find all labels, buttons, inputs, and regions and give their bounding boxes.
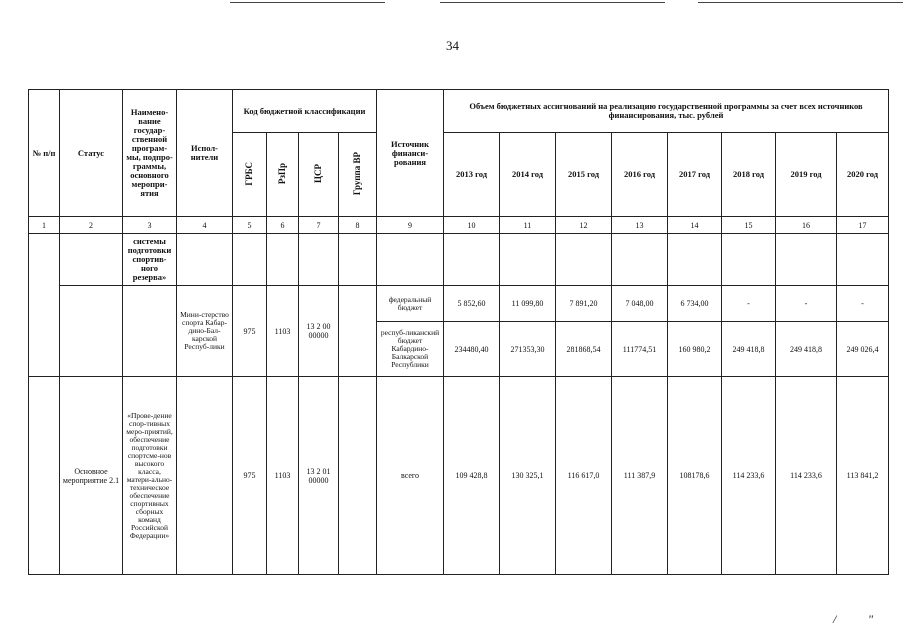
table-row-federal — [29, 286, 889, 322]
cell-value: - — [722, 286, 776, 322]
cell-executor — [177, 377, 233, 575]
cell-value: 111 387,9 — [612, 377, 668, 575]
cell-value: 7 048,00 — [612, 286, 668, 322]
header-volume: Объем бюджетных ассигнований на реализацию государственной программы за счет всех источников финансирования, тыс. рублей — [444, 90, 889, 133]
header-year: 2016 год — [612, 133, 668, 217]
header-year: 2020 год — [837, 133, 889, 217]
header-csr: ЦСР — [299, 133, 339, 217]
margin-mark: / — [833, 612, 837, 626]
cell-source-republic: респуб-ликанский бюджет Кабардино-Балкарской Республики — [377, 322, 444, 377]
header-source: Источник финанси-рования — [377, 90, 444, 217]
col-number: 14 — [668, 217, 722, 234]
header-budget-code: Код бюджетной классификации — [233, 90, 377, 133]
cell-vr — [339, 377, 377, 575]
col-number: 4 — [177, 217, 233, 234]
table-row-continuation — [29, 234, 889, 286]
cell-source-total: всего — [377, 377, 444, 575]
cell-csr: 13 2 01 00000 — [299, 377, 339, 575]
col-number: 16 — [776, 217, 837, 234]
header-year: 2015 год — [556, 133, 612, 217]
cell-value: 160 980,2 — [668, 322, 722, 377]
budget-table — [28, 89, 889, 575]
col-number: 1 — [29, 217, 60, 234]
col-number: 17 — [837, 217, 889, 234]
cell-name — [123, 286, 177, 377]
header-name: Наимено-вание государ-ственной програм-мы, подпро-граммы, основного меропри-ятия — [123, 90, 177, 217]
header-year: 2019 год — [776, 133, 837, 217]
cell-status — [60, 234, 123, 286]
cell-num — [29, 234, 60, 377]
col-number: 9 — [377, 217, 444, 234]
cell-value: 114 233,6 — [776, 377, 837, 575]
header-executors: Испол-нители — [177, 90, 233, 217]
header-num: № п/п — [29, 90, 60, 217]
cell-value: - — [776, 286, 837, 322]
cell-value: 249 418,8 — [722, 322, 776, 377]
cell-value: 130 325,1 — [500, 377, 556, 575]
cell-vr — [339, 286, 377, 377]
cell-value: 108178,6 — [668, 377, 722, 575]
col-number: 2 — [60, 217, 123, 234]
header-vr: Группа ВР — [339, 133, 377, 217]
header-grbs: ГРБС — [233, 133, 267, 217]
cell-rzpr: 1103 — [267, 286, 299, 377]
margin-mark: " — [868, 612, 874, 626]
cell-value: 7 891,20 — [556, 286, 612, 322]
cell-rzpr: 1103 — [267, 377, 299, 575]
cell-value: 234480,40 — [444, 322, 500, 377]
cell-value: - — [837, 286, 889, 322]
top-rule-right — [698, 2, 903, 3]
col-number: 5 — [233, 217, 267, 234]
cell-grbs: 975 — [233, 286, 267, 377]
cell-value: 6 734,00 — [668, 286, 722, 322]
cell-name-event: «Прове-дение спор-тивных меро-приятий, обеспечение подготовки спортсме-нов высокого класса, матери-ально-техническое обеспечение спортивных сборных команд Российской Федерации» — [123, 377, 177, 575]
cell-value: 281868,54 — [556, 322, 612, 377]
col-number: 8 — [339, 217, 377, 234]
col-number: 3 — [123, 217, 177, 234]
cell-value: 5 852,60 — [444, 286, 500, 322]
top-rule-middle — [440, 2, 665, 3]
header-rzpr: РзПр — [267, 133, 299, 217]
cell-name-continuation: системы подготовки спортив-ного резерва» — [123, 234, 177, 286]
col-number: 12 — [556, 217, 612, 234]
header-year: 2013 год — [444, 133, 500, 217]
column-number-row — [29, 217, 889, 234]
col-number: 7 — [299, 217, 339, 234]
cell-csr: 13 2 00 00000 — [299, 286, 339, 377]
cell-num — [29, 377, 60, 575]
cell-value: 11 099,80 — [500, 286, 556, 322]
page-number: 34 — [446, 38, 459, 53]
cell-grbs: 975 — [233, 377, 267, 575]
table-row-event — [29, 377, 889, 575]
cell-value: 114 233,6 — [722, 377, 776, 575]
cell-value: 116 617,0 — [556, 377, 612, 575]
cell-status — [60, 286, 123, 377]
cell-source-federal: федеральный бюджет — [377, 286, 444, 322]
cell-value: 113 841,2 — [837, 377, 889, 575]
top-rule-left — [230, 2, 385, 3]
header-year: 2018 год — [722, 133, 776, 217]
header-year: 2017 год — [668, 133, 722, 217]
cell-value: 249 418,8 — [776, 322, 837, 377]
col-number: 13 — [612, 217, 668, 234]
header-year: 2014 год — [500, 133, 556, 217]
cell-status-event: Основное мероприятие 2.1 — [60, 377, 123, 575]
cell-value: 271353,30 — [500, 322, 556, 377]
col-number: 6 — [267, 217, 299, 234]
cell-value: 109 428,8 — [444, 377, 500, 575]
col-number: 15 — [722, 217, 776, 234]
cell-value: 111774,51 — [612, 322, 668, 377]
header-status: Статус — [60, 90, 123, 217]
col-number: 10 — [444, 217, 500, 234]
cell-executor: Мини-стерство спорта Кабар-дино-Бал-карской Респуб-лики — [177, 286, 233, 377]
cell-value: 249 026,4 — [837, 322, 889, 377]
col-number: 11 — [500, 217, 556, 234]
